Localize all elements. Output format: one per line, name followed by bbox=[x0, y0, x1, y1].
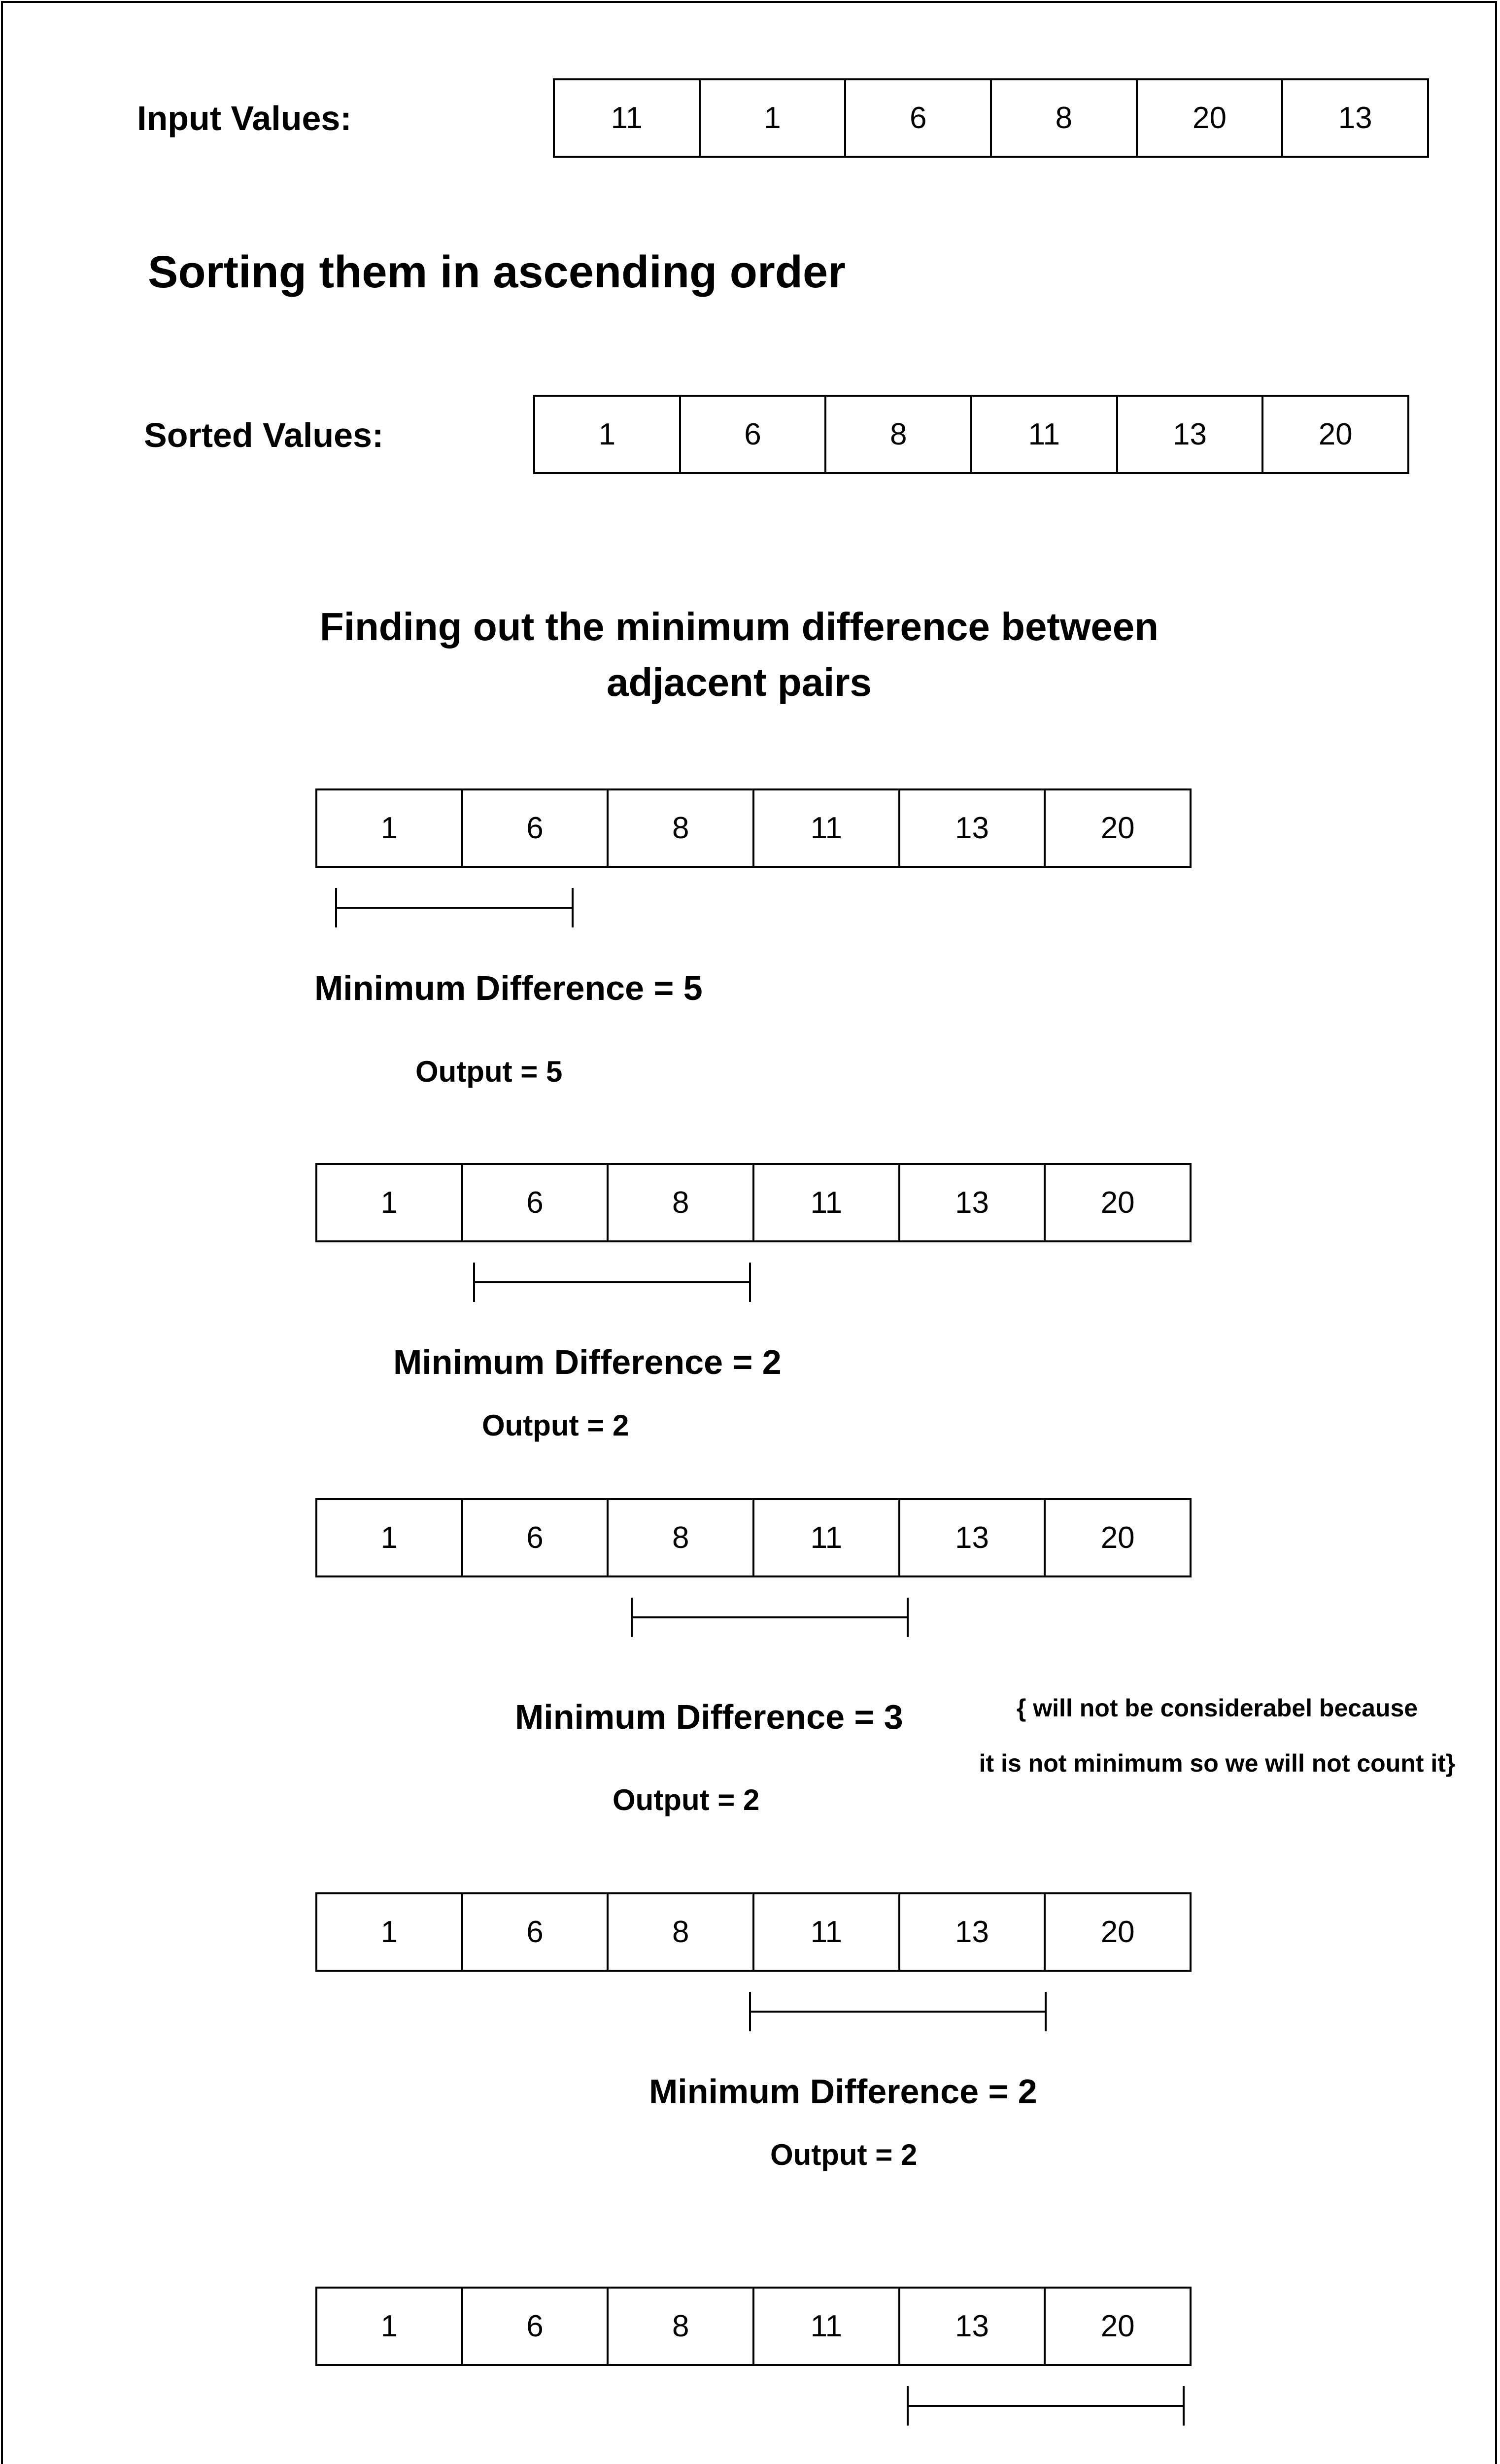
array-cell: 8 bbox=[990, 80, 1136, 156]
array-cell: 13 bbox=[898, 2289, 1044, 2364]
sorted-array bbox=[533, 395, 1409, 474]
step-5-array bbox=[315, 2287, 1192, 2366]
array-cell: 13 bbox=[1281, 80, 1427, 156]
step-3-note-line2: it is not minimum so we will not count it} bbox=[979, 1749, 1456, 1777]
array-cell: 1 bbox=[380, 1521, 398, 1555]
array-cell: 8 bbox=[607, 1165, 752, 1240]
sorted-values-label: Sorted Values: bbox=[144, 416, 384, 454]
array-cell: 20 bbox=[1044, 790, 1190, 866]
step-2-difference: Minimum Difference = 2 bbox=[393, 1343, 782, 1381]
array-cell: 11 bbox=[970, 397, 1116, 472]
input-array bbox=[553, 78, 1429, 158]
array-cell: 13 bbox=[898, 1500, 1044, 1575]
array-cell: 20 bbox=[1136, 80, 1282, 156]
step-4-array bbox=[315, 1892, 1192, 1972]
array-cell: 8 bbox=[607, 2289, 752, 2364]
find-heading-line1: Finding out the minimum difference between bbox=[319, 605, 1159, 649]
step-3-array bbox=[315, 1498, 1192, 1577]
array-cell: 11 bbox=[752, 790, 898, 866]
array-cell: 8 bbox=[607, 790, 752, 866]
array-cell: 1 bbox=[380, 811, 398, 845]
array-cell: 11 bbox=[752, 1500, 898, 1575]
step-3-note bbox=[961, 1680, 1473, 1791]
array-cell: 11 bbox=[611, 101, 643, 135]
array-cell: 20 bbox=[1044, 2289, 1190, 2364]
array-cell: 6 bbox=[461, 790, 607, 866]
array-cell: 1 bbox=[380, 2309, 398, 2343]
array-cell: 20 bbox=[1044, 1894, 1190, 1970]
array-cell: 6 bbox=[461, 1894, 607, 1970]
step-4-difference: Minimum Difference = 2 bbox=[649, 2072, 1037, 2111]
step-1-output: Output = 5 bbox=[415, 1055, 563, 1088]
array-cell: 1 bbox=[380, 1186, 398, 1220]
step-1-pair-bracket bbox=[335, 888, 574, 927]
array-cell: 11 bbox=[752, 1894, 898, 1970]
step-2-array bbox=[315, 1163, 1192, 1242]
input-values-label: Input Values: bbox=[137, 99, 352, 137]
step-5-pair-bracket bbox=[907, 2386, 1185, 2426]
step-1-array bbox=[315, 788, 1192, 868]
array-cell: 20 bbox=[1044, 1500, 1190, 1575]
step-1-difference: Minimum Difference = 5 bbox=[314, 969, 703, 1007]
step-4-output: Output = 2 bbox=[770, 2138, 918, 2171]
array-cell: 6 bbox=[461, 2289, 607, 2364]
find-heading-line2: adjacent pairs bbox=[606, 660, 872, 704]
sort-heading: Sorting them in ascending order bbox=[148, 247, 846, 297]
array-cell: 6 bbox=[461, 1500, 607, 1575]
step-3-output: Output = 2 bbox=[613, 1783, 760, 1816]
array-cell: 13 bbox=[1116, 397, 1262, 472]
array-cell: 11 bbox=[752, 1165, 898, 1240]
array-cell: 13 bbox=[898, 790, 1044, 866]
step-3-note-line1: { will not be considerabel because bbox=[1016, 1694, 1418, 1722]
step-3-pair-bracket bbox=[631, 1598, 909, 1637]
array-cell: 8 bbox=[607, 1894, 752, 1970]
array-cell: 1 bbox=[699, 80, 845, 156]
array-cell: 6 bbox=[461, 1165, 607, 1240]
array-cell: 20 bbox=[1044, 1165, 1190, 1240]
step-2-output: Output = 2 bbox=[482, 1409, 629, 1442]
step-2-pair-bracket bbox=[473, 1263, 751, 1302]
array-cell: 8 bbox=[607, 1500, 752, 1575]
step-3-difference: Minimum Difference = 3 bbox=[515, 1698, 903, 1736]
array-cell: 6 bbox=[679, 397, 825, 472]
array-cell: 13 bbox=[898, 1894, 1044, 1970]
array-cell: 1 bbox=[598, 417, 616, 451]
array-cell: 8 bbox=[824, 397, 970, 472]
step-4-pair-bracket bbox=[749, 1992, 1047, 2031]
array-cell: 1 bbox=[380, 1915, 398, 1949]
find-heading bbox=[197, 599, 1281, 710]
array-cell: 6 bbox=[844, 80, 990, 156]
array-cell: 11 bbox=[752, 2289, 898, 2364]
array-cell: 20 bbox=[1261, 397, 1407, 472]
array-cell: 13 bbox=[898, 1165, 1044, 1240]
